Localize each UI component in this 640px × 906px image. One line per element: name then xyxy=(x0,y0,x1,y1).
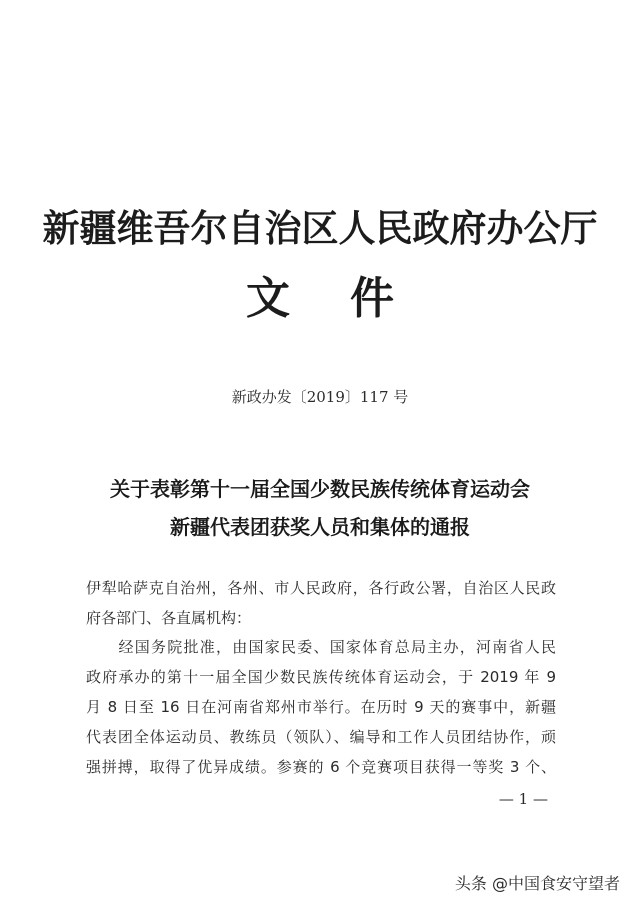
body-line: 经国务院批准，由国家民委、国家体育总局主办，河南省人民 xyxy=(86,638,556,656)
source-watermark: 头条 @中国食安守望者 xyxy=(454,874,620,893)
title-line: 新疆代表团获奖人员和集体的通报 xyxy=(170,515,470,539)
document-type-char: 文 xyxy=(246,273,290,324)
body-line: 月 8 日至 16 日在河南省郑州市举行。在历时 9 天的赛事中，新疆 xyxy=(86,698,556,716)
addressee-line: 伊犁哈萨克自治州，各州、市人民政府，各行政公署，自治区人民政 xyxy=(86,579,556,597)
document-number: 新政办发〔2019〕117 号 xyxy=(231,388,409,406)
page-number: — 1 — xyxy=(498,790,548,808)
body-line: 强拼搏，取得了优异成绩。参赛的 6 个竞赛项目获得一等奖 3 个、 xyxy=(86,758,556,776)
issuer-heading: 新疆维吾尔自治区人民政府办公厅 xyxy=(42,206,598,250)
body-line: 政府承办的第十一届全国少数民族传统体育运动会，于 2019 年 9 xyxy=(86,668,556,686)
body-line: 代表团全体运动员、教练员（领队）、编导和工作人员团结协作，顽 xyxy=(86,728,556,746)
body-paragraph xyxy=(86,632,556,782)
document-type-char: 件 xyxy=(350,273,394,324)
addressee-line: 府各部门、各直属机构： xyxy=(86,609,252,627)
title-line: 关于表彰第十一届全国少数民族传统体育运动会 xyxy=(110,477,530,501)
document-type-heading xyxy=(0,262,640,326)
addressee-paragraph xyxy=(86,573,556,633)
